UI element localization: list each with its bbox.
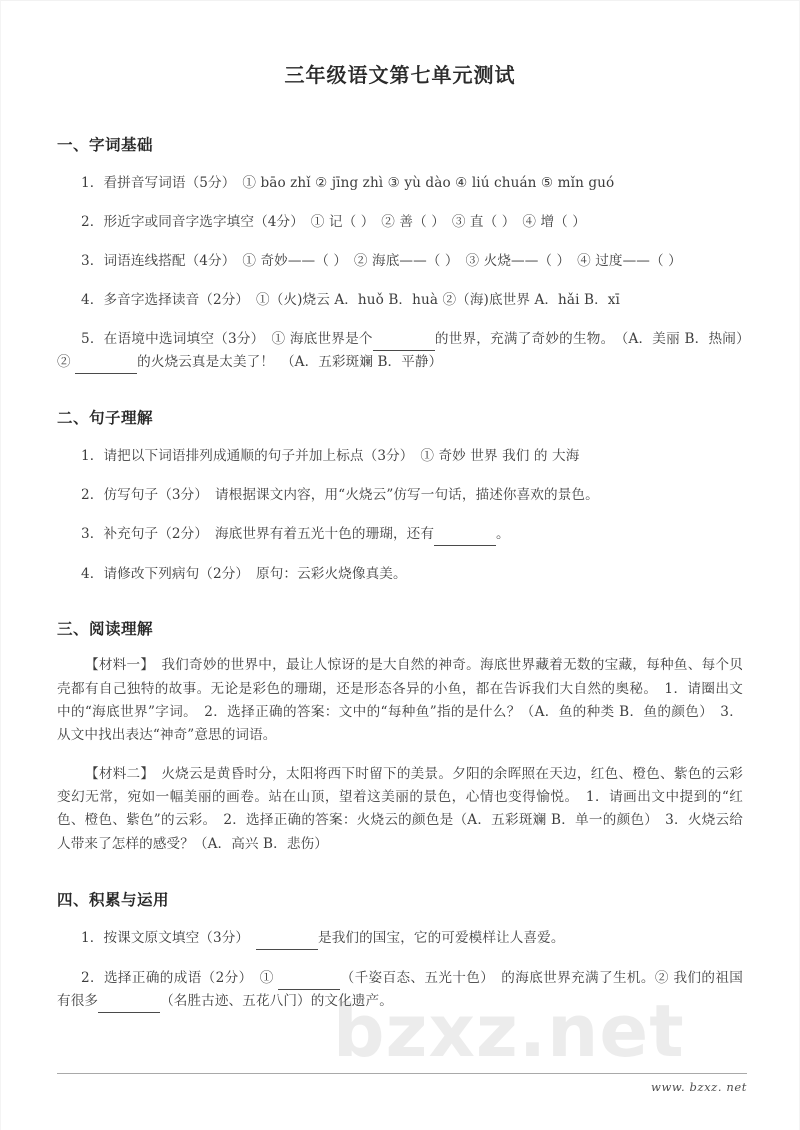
answer-blank <box>75 351 137 374</box>
section-heading-4: 四、积累与运用 <box>57 891 170 910</box>
question-item: 3．词语连线搭配（4分） ① 奇妙——（ ） ② 海底——（ ） ③ 火烧——（ ） ④ 过度——（ ） <box>81 253 682 270</box>
site-watermark: bzxz.net <box>333 989 685 1073</box>
question-item: 4．多音字选择读音（2分） ①（火)烧云 A．huǒ B．huà ②（海)底世界 A．hǎi B．xī <box>81 292 620 309</box>
answer-blank <box>373 328 435 351</box>
question-item: 2．选择正确的成语（2分） ① （千姿百态、五光十色） 的海底世界充满了生机。② 我们的祖国有很多 （名胜古迹、五花八门）的文化遗产。 <box>57 950 743 1013</box>
answer-blank <box>434 523 496 546</box>
page-footer <box>57 1073 747 1094</box>
section-heading-2: 二、句子理解 <box>57 409 154 428</box>
footer-url: www. bzxz. net <box>651 1080 747 1094</box>
question-item: 2．仿写句子（3分） 请根据课文内容，用“火烧云”仿写一句话，描述你喜欢的景色。 <box>81 487 599 504</box>
answer-blank <box>98 990 160 1013</box>
question-item: 1．请把以下词语排列成通顺的句子并加上标点（3分） ① 奇妙 世界 我们 的 大海 <box>81 448 580 465</box>
document-content <box>1 1 799 1013</box>
page-title: 三年级语文第七单元测试 <box>284 63 516 87</box>
question-item: 4．请修改下列病句（2分） 原句：云彩火烧像真美。 <box>81 566 407 583</box>
section-heading-3: 三、阅读理解 <box>57 620 154 639</box>
question-item: 2．形近字或同音字选字填空（4分） ① 记（ ） ② 善（ ） ③ 直（ ） ④ 增（ ） <box>81 214 586 231</box>
footer-divider <box>57 1073 747 1074</box>
question-item: 1．看拼音写词语（5分） ① bāo zhǐ ② jīng zhì ③ yù dào ④ liú chuán ⑤ mǐn guó <box>81 175 615 191</box>
question-item: 1．按课文原文填空（3分） 是我们的国宝，它的可爱模样让人喜爱。 <box>57 910 743 950</box>
question-item: 5．在语境中选词填空（3分） ① 海底世界是个 的世界，充满了奇妙的生物。 （A．美丽 B．热闹） ② 的火烧云真是太美了！ （A．五彩斑斓 B．平静） <box>57 311 743 374</box>
reading-passage: 【材料一】 我们奇妙的世界中，最让人惊讶的是大自然的神奇。海底世界藏着无数的宝藏，每种鱼、每个贝壳都有自己独特的故事。无论是彩色的珊瑚，还是形态各异的小鱼，都在告诉我们大自然的奥秘。 1．请圈出文中的“海底世界”字词。 2．选择正确的答案：文中的“每种鱼”指的是什么？（A．鱼的种类 B．鱼的颜色） 3．从文中找出表达“神奇”意思的词语。 <box>57 657 743 744</box>
question-item: 3．补充句子（2分） 海底世界有着五光十色的珊瑚，还有 。 <box>57 506 743 546</box>
answer-blank <box>278 967 340 990</box>
reading-passage: 【材料二】 火烧云是黄昏时分，太阳将西下时留下的美景。夕阳的余晖照在天边，红色、橙色、紫色的云彩变幻无常，宛如一幅美丽的画卷。站在山顶，望着这美丽的景色，心情也变得愉悦。 1．请画出文中提到的“红色、橙色、紫色”的云彩。 2．选择正确的答案：火烧云的颜色是（A．五彩斑斓 B．单一的颜色） 3．火烧云给人带来了怎样的感受？（A．高兴 B．悲伤） <box>57 765 743 852</box>
section-heading-1: 一、字词基础 <box>57 136 154 154</box>
answer-blank <box>256 927 318 950</box>
